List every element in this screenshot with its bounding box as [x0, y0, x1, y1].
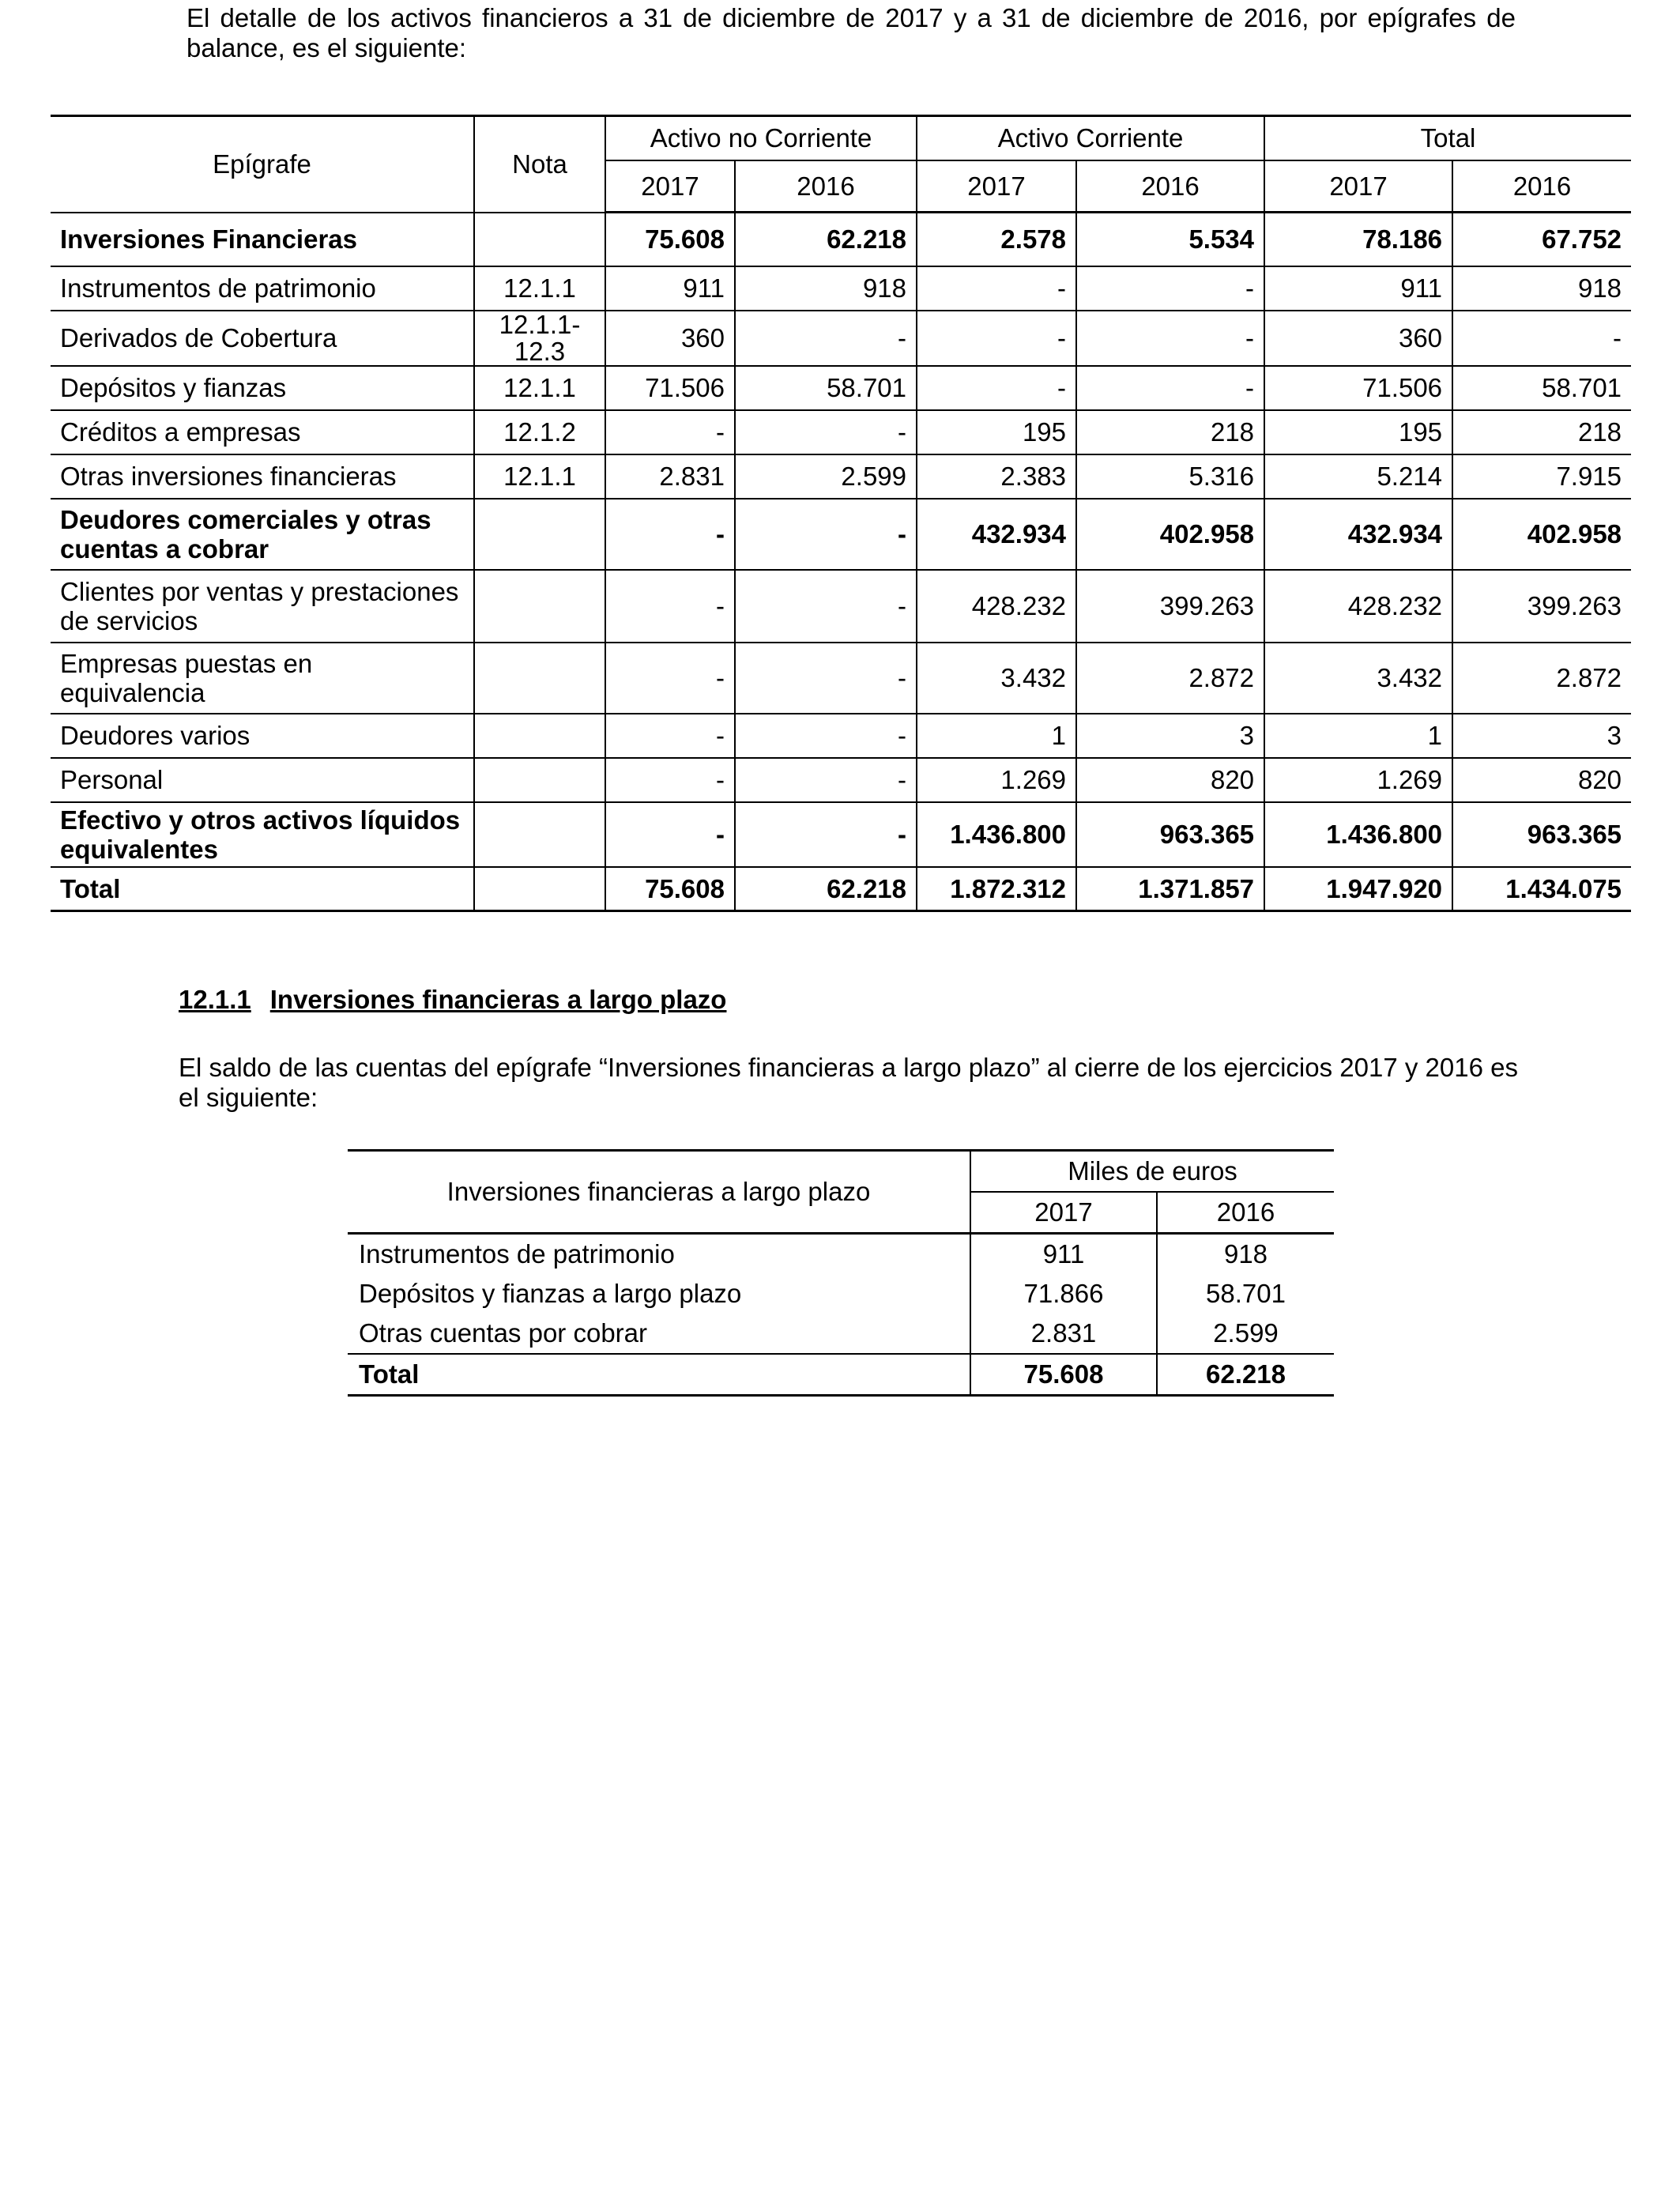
sub-header-label: Inversiones financieras a largo plazo: [348, 1151, 970, 1234]
row-label: Deudores varios: [51, 714, 474, 758]
table-row: [51, 366, 1631, 410]
header-year: 2017: [917, 160, 1076, 213]
table-row: [51, 570, 1631, 643]
cell-value: 5.534: [1076, 213, 1264, 266]
cell-value: 218: [1452, 410, 1631, 454]
cell-value: -: [735, 714, 917, 758]
header-activo-corriente: Activo Corriente: [917, 116, 1264, 160]
row-label: Instrumentos de patrimonio: [359, 1239, 675, 1269]
cell-value: 75.608: [605, 213, 735, 266]
sub-header-year: 2016: [1157, 1192, 1334, 1234]
row-label: Personal: [51, 758, 474, 802]
cell-value: 2.599: [1157, 1314, 1334, 1354]
cell-value: 1.436.800: [1264, 802, 1452, 867]
cell-value: 5.214: [1264, 454, 1452, 499]
cell-value: 3: [1076, 714, 1264, 758]
header-year: 2016: [1076, 160, 1264, 213]
row-nota: 12.1.1- 12.3: [474, 311, 605, 366]
cell-value: 58.701: [1452, 366, 1631, 410]
cell-value: 62.218: [735, 867, 917, 911]
cell-value: 2.831: [970, 1314, 1157, 1354]
row-nota: 12.1.2: [474, 410, 605, 454]
row-nota: 12.1.1: [474, 454, 605, 499]
row-nota: 12.1.1: [474, 266, 605, 311]
table-row: [51, 454, 1631, 499]
header-year: 2017: [605, 160, 735, 213]
cell-value: 402.958: [1452, 499, 1631, 570]
cell-value: -: [917, 266, 1076, 311]
cell-value: 71.506: [1264, 366, 1452, 410]
cell-value: 399.263: [1452, 570, 1631, 643]
table-row: [51, 758, 1631, 802]
cell-value: 911: [970, 1234, 1157, 1275]
cell-value: -: [605, 570, 735, 643]
cell-value: 67.752: [1452, 213, 1631, 266]
cell-value: 3.432: [1264, 643, 1452, 714]
cell-value: 5.316: [1076, 454, 1264, 499]
sub-header-miles-de-euros: Miles de euros: [970, 1151, 1334, 1193]
cell-value: -: [735, 643, 917, 714]
row-label: Deudores comerciales y otras cuentas a cobrar: [51, 499, 474, 570]
cell-value: 75.608: [605, 867, 735, 911]
header-year: 2016: [1452, 160, 1631, 213]
cell-value: 432.934: [1264, 499, 1452, 570]
row-label: Total: [51, 867, 474, 911]
row-label: Inversiones Financieras: [51, 213, 474, 266]
table-row: [51, 714, 1631, 758]
cell-value: 1: [917, 714, 1076, 758]
cell-value: 71.506: [605, 366, 735, 410]
section-paragraph: El saldo de las cuentas del epígrafe “Inversiones financieras a largo plazo” al cierre de los ejercicios 2017 y 2016 es el siguiente:: [179, 1053, 1518, 1112]
row-label: Efectivo y otros activos líquidos equivalentes: [51, 802, 474, 867]
row-nota: [474, 570, 605, 643]
row-nota: [474, 643, 605, 714]
table-row: [348, 1274, 1334, 1314]
cell-value: -: [605, 802, 735, 867]
section-heading: [179, 985, 726, 1015]
cell-value: 432.934: [917, 499, 1076, 570]
cell-value: 1: [1264, 714, 1452, 758]
intro-paragraph: El detalle de los activos financieros a 31 de diciembre de 2017 y a 31 de diciembre de 2016, por epígrafes de balance, es el siguiente:: [186, 3, 1516, 62]
cell-value: 218: [1076, 410, 1264, 454]
cell-value: 399.263: [1076, 570, 1264, 643]
cell-value: 2.831: [605, 454, 735, 499]
table-row: [51, 643, 1631, 714]
cell-value: -: [735, 311, 917, 366]
cell-value: 918: [735, 266, 917, 311]
cell-value: 195: [917, 410, 1076, 454]
table-row: [348, 1354, 1334, 1396]
cell-value: 2.578: [917, 213, 1076, 266]
cell-value: -: [735, 410, 917, 454]
cell-value: 918: [1452, 266, 1631, 311]
row-nota: [474, 714, 605, 758]
cell-value: 2.872: [1452, 643, 1631, 714]
row-nota: [474, 802, 605, 867]
long-term-investments-table: [348, 1149, 1334, 1397]
cell-value: 1.872.312: [917, 867, 1076, 911]
table-row: [51, 410, 1631, 454]
cell-value: -: [1452, 311, 1631, 366]
table-row: [51, 867, 1631, 911]
cell-value: 2.872: [1076, 643, 1264, 714]
cell-value: -: [605, 499, 735, 570]
table-row: [51, 213, 1631, 266]
row-nota: 12.1.1: [474, 366, 605, 410]
cell-value: 78.186: [1264, 213, 1452, 266]
cell-value: 3.432: [917, 643, 1076, 714]
cell-value: 2.599: [735, 454, 917, 499]
cell-value: 918: [1157, 1234, 1334, 1275]
cell-value: -: [605, 758, 735, 802]
row-label: Clientes por ventas y prestaciones de servicios: [51, 570, 474, 643]
cell-value: -: [605, 643, 735, 714]
header-nota: Nota: [474, 116, 605, 213]
cell-value: 7.915: [1452, 454, 1631, 499]
cell-value: 360: [1264, 311, 1452, 366]
table-row: [51, 499, 1631, 570]
cell-value: -: [917, 366, 1076, 410]
cell-value: -: [735, 499, 917, 570]
header-year: 2017: [1264, 160, 1452, 213]
section-title: Inversiones financieras a largo plazo: [269, 985, 727, 1014]
cell-value: 58.701: [735, 366, 917, 410]
row-label: Créditos a empresas: [51, 410, 474, 454]
cell-value: -: [1076, 266, 1264, 311]
table-row: [51, 311, 1631, 366]
cell-value: -: [605, 410, 735, 454]
cell-value: -: [917, 311, 1076, 366]
cell-value: 1.434.075: [1452, 867, 1631, 911]
row-nota: [474, 867, 605, 911]
cell-value: -: [735, 758, 917, 802]
table-row: [348, 1314, 1334, 1354]
row-nota: [474, 758, 605, 802]
header-epigrafe: Epígrafe: [51, 116, 474, 213]
row-label: Otras cuentas por cobrar: [359, 1318, 647, 1348]
cell-value: 3: [1452, 714, 1631, 758]
cell-value: 1.436.800: [917, 802, 1076, 867]
cell-value: 820: [1076, 758, 1264, 802]
cell-value: 963.365: [1452, 802, 1631, 867]
table-row: [51, 266, 1631, 311]
cell-value: -: [1076, 366, 1264, 410]
cell-value: -: [1076, 311, 1264, 366]
header-year: 2016: [735, 160, 917, 213]
row-label: Derivados de Cobertura: [51, 311, 474, 366]
cell-value: 195: [1264, 410, 1452, 454]
section-number: 12.1.1: [179, 985, 251, 1014]
cell-value: 360: [605, 311, 735, 366]
row-nota: [474, 499, 605, 570]
cell-value: -: [735, 802, 917, 867]
cell-value: 1.947.920: [1264, 867, 1452, 911]
cell-value: 820: [1452, 758, 1631, 802]
cell-value: 428.232: [1264, 570, 1452, 643]
cell-value: 1.371.857: [1076, 867, 1264, 911]
cell-value: 58.701: [1157, 1274, 1334, 1314]
financial-assets-table: [51, 115, 1631, 912]
cell-value: 1.269: [917, 758, 1076, 802]
cell-value: 71.866: [970, 1274, 1157, 1314]
cell-value: 62.218: [735, 213, 917, 266]
cell-value: 428.232: [917, 570, 1076, 643]
row-label: Empresas puestas en equivalencia: [51, 643, 474, 714]
row-label: Otras inversiones financieras: [51, 454, 474, 499]
sub-header-year: 2017: [970, 1192, 1157, 1234]
cell-value: 75.608: [970, 1354, 1157, 1396]
cell-value: 2.383: [917, 454, 1076, 499]
cell-value: 402.958: [1076, 499, 1264, 570]
cell-value: 963.365: [1076, 802, 1264, 867]
header-total: Total: [1264, 116, 1631, 160]
row-label: Instrumentos de patrimonio: [51, 266, 474, 311]
row-label: Depósitos y fianzas: [51, 366, 474, 410]
cell-value: 1.269: [1264, 758, 1452, 802]
row-label: Total: [348, 1354, 970, 1396]
table-row: [348, 1234, 1334, 1275]
cell-value: 911: [1264, 266, 1452, 311]
row-label: Depósitos y fianzas a largo plazo: [359, 1279, 742, 1308]
header-activo-no-corriente: Activo no Corriente: [605, 116, 917, 160]
cell-value: -: [605, 714, 735, 758]
table-row: [51, 802, 1631, 867]
cell-value: -: [735, 570, 917, 643]
cell-value: 62.218: [1157, 1354, 1334, 1396]
cell-value: 911: [605, 266, 735, 311]
row-nota: [474, 213, 605, 266]
